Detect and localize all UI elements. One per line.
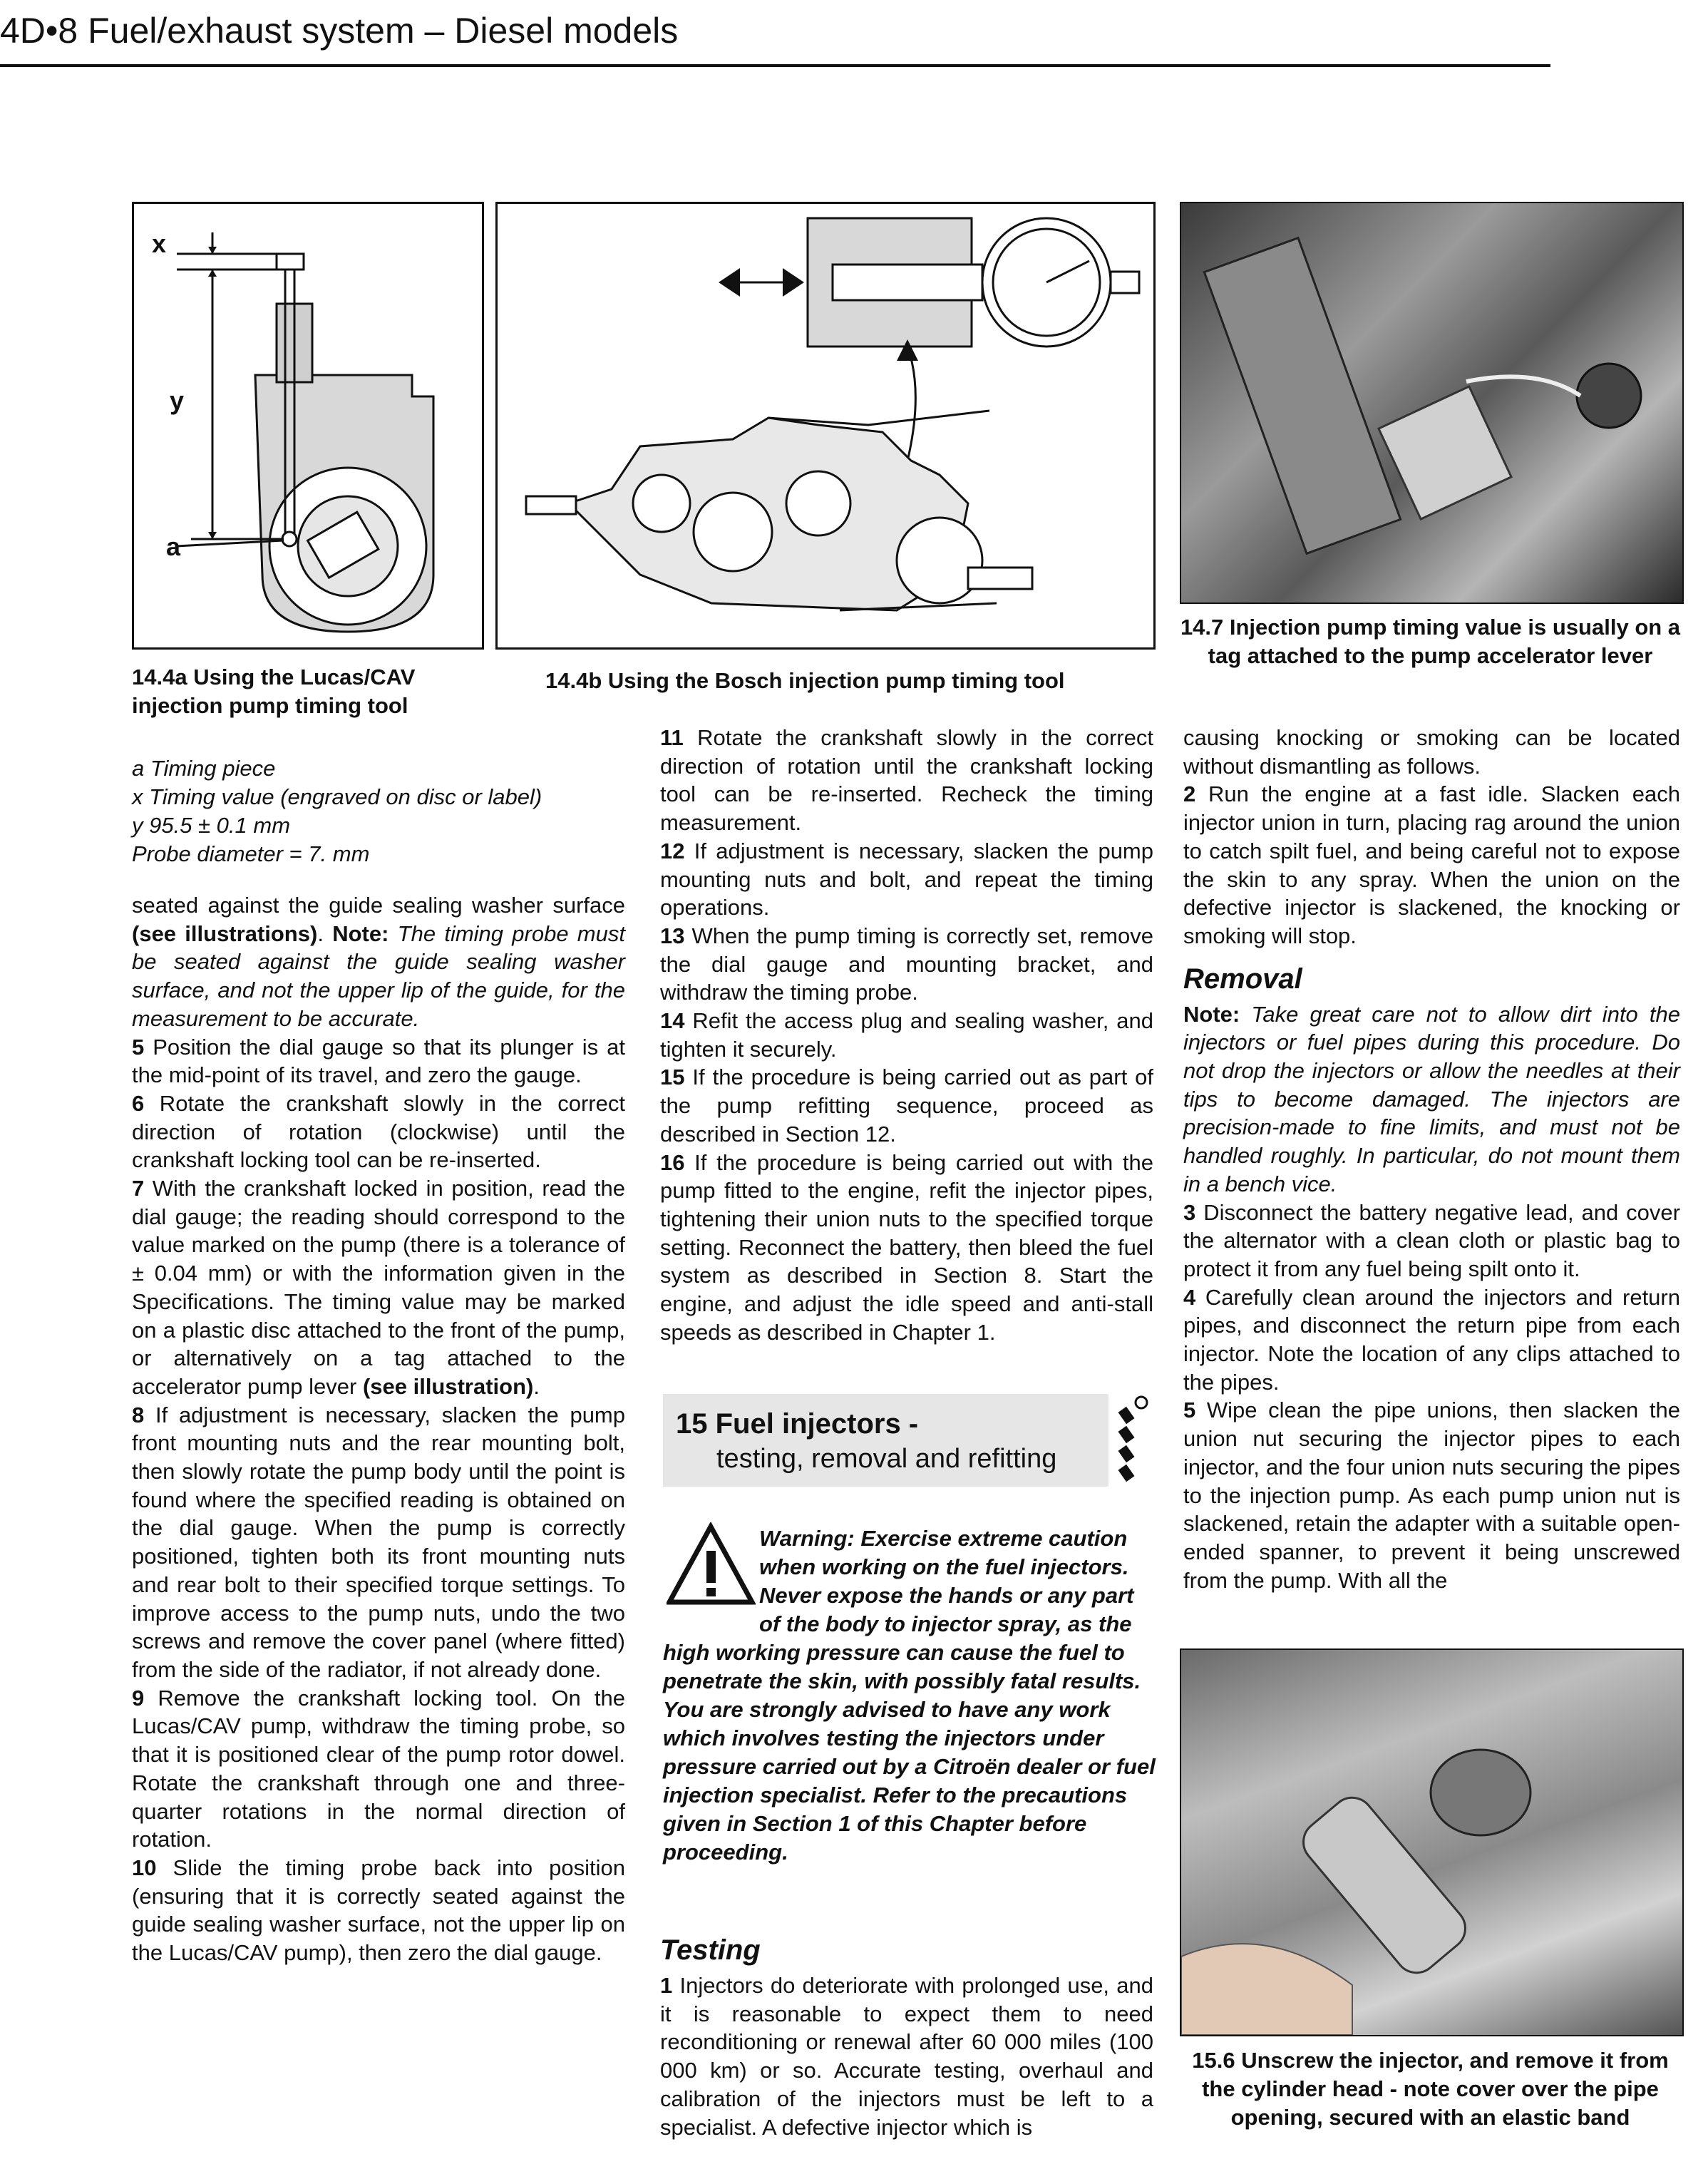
section-15-heading (663, 1394, 1108, 1487)
paragraph-6: 6 Rotate the crankshaft slowly in the correct direction of rotation (clockwise) until the crankshaft locking tool can be re-inserted. (132, 1090, 625, 1173)
legend-item: a Timing piece (132, 756, 276, 781)
removal-heading: Removal (1183, 963, 1302, 995)
paragraph-c4: 4 Carefully clean around the injectors and return pipes, and disconnect the return pipe from each injector. Note the location of any clips attached to the pipes. (1183, 1284, 1680, 1395)
bosch-timing-tool-diagram (498, 204, 1153, 647)
paragraph-10: 10 Slide the timing probe back into position (ensuring that it is correctly seated against the guide sealing washer surface, not the upper lip on the Lucas/CAV pump), then zero the dial gauge. (132, 1855, 625, 1966)
section-subtitle: testing, removal and refitting (716, 1444, 1057, 1474)
paragraph-c5: 5 Wipe clean the pipe unions, then slacken the union nut securing the injector pipes to each injector, and the four union nuts securing the pipes to the injection pump. As each pump union nut is slackened, retain the adapter with a suitable open-ended spanner, to prevent it being unscrewed from the pump. With all the (1183, 1398, 1680, 1593)
caption-14-7: 14.7 Injection pump timing value is usually on a tag attached to the pump accelerator lever (1180, 615, 1681, 668)
pump-lever-tag-image (1181, 203, 1682, 602)
caption-14-4a: 14.4a Using the Lucas/CAV injection pump timing tool (132, 665, 416, 718)
paragraph-c1: causing knocking or smoking can be located without dismantling as follows. (1183, 725, 1680, 779)
removal-note: Note: Take great care not to allow dirt into the injectors or fuel pipes during this procedure. Do not drop the injectors or allow the needles at their tips to become damaged. The injectors are precision-made to fine limits, and must not be handled roughly. In particular, do not mount them in a bench vice. (1183, 1001, 1680, 1196)
paragraph-12: 12 If adjustment is necessary, slacken the pump mounting nuts and bolt, and repeat the timing operations. (660, 838, 1153, 921)
page-title: 4D•8 Fuel/exhaust system – Diesel models (0, 11, 679, 51)
section-title (676, 1408, 918, 1440)
paragraph-c3: 3 Disconnect the battery negative lead, and cover the alternator with a clean cloth or plastic bag to protect it from any fuel being spilt onto it. (1183, 1199, 1680, 1281)
photo-15-6 (1180, 1648, 1684, 2036)
lucas-timing-tool-diagram (134, 204, 482, 647)
page-header (0, 0, 1550, 67)
figure-label-a: a (166, 532, 181, 561)
column-2 (660, 724, 1153, 1346)
caption-15-6: 15.6 Unscrew the injector, and remove it from the cylinder head - note cover over the pipe opening, secured with an elastic band (1192, 2048, 1669, 2130)
figure-14-4b (495, 202, 1156, 650)
figure-14-4a (132, 202, 484, 650)
paragraph-t1: 1 Injectors do deteriorate with prolonged use, and it is reasonable to expect them to need reconditioning or renewal after 60 000 miles (100 000 km) or so. Accurate testing, overhaul and calibration of the injectors must be left to a specialist. A defective injector which is (660, 1973, 1153, 2140)
paragraph-9: 9 Remove the crankshaft locking tool. On the Lucas/CAV pump, withdraw the timing probe, so that it is positioned clear of the pump rotor dowel. Rotate the crankshaft through one and three-quarter rotations in the normal direction of rotation. (132, 1685, 625, 1852)
paragraph-7: 7 With the crankshaft locked in position, read the dial gauge; the reading should correspond to the value marked on the pump (there is a tolerance of ± 0.04 mm) or with the information given in the Specifications. The timing value may be marked on a plastic disc attached to the front of the pump, or alternatively on a tag attached to the accelerator pump lever (see illustration). (132, 1176, 625, 1399)
caption-14-4b: 14.4b Using the Bosch injection pump timing tool (545, 668, 1065, 693)
paragraph-15: 15 If the procedure is being carried out as part of the pump refitting sequence, proceed as described in Section 12. (660, 1065, 1153, 1147)
figure-legend (132, 754, 631, 868)
paragraph-c2: 2 Run the engine at a fast idle. Slacken each injector union in turn, placing rag around the union to catch spilt fuel, and being careful not to expose the skin to any spray. When the union on the defective injector is slackened, the knocking or smoking will stop. (1183, 781, 1680, 948)
figure-label-x: x (152, 229, 167, 258)
column-1 (132, 891, 625, 1967)
testing-section (660, 1929, 1153, 2141)
section-title-text: Fuel injectors - (715, 1408, 919, 1440)
paragraph-5: 5 Position the dial gauge so that its plunger is at the mid-point of its travel, and zero the gauge. (132, 1034, 625, 1088)
paragraph-4-cont: seated against the guide sealing washer surface (see illustrations). Note: The timing probe must be seated against the guide sealing washer surface, and not the upper lip of the guide, for the measurement to be accurate. (132, 893, 625, 1031)
paragraph-11: 11 Rotate the crankshaft slowly in the correct direction of rotation until the crankshaft locking tool can be re-inserted. Recheck the timing measurement. (660, 725, 1153, 836)
legend-item: y 95.5 ± 0.1 mm (132, 813, 291, 838)
legend-item: x Timing value (engraved on disc or label) (132, 784, 542, 809)
column-3 (1183, 724, 1680, 1594)
warning-text: Warning: Exercise extreme caution when working on the fuel injectors. Never expose the hands or any part of the body to injector spray, as the high working pressure can cause the fuel to penetrate the skin, with possibly fatal results. You are strongly advised to have any work which involves testing the injectors under pressure carried out by a Citroën dealer or fuel injection specialist. Refer to the precautions given in Section 1 of this Chapter before proceeding. (663, 1526, 1156, 1865)
legend-item: Probe diameter = 7. mm (132, 841, 370, 866)
paragraph-16: 16 If the procedure is being carried out with the pump fitted to the engine, refit the injector pipes, tightening their union nuts to the specified torque setting. Reconnect the battery, then bleed the fuel system as described in Section 8. Start the engine, and adjust the idle speed and anti-stall speeds as described in Chapter 1. (660, 1149, 1153, 1345)
injector-removal-image (1181, 1650, 1682, 2035)
figure-label-y: y (170, 386, 185, 415)
photo-14-7 (1180, 202, 1684, 604)
testing-heading: Testing (660, 1934, 761, 1966)
paragraph-13: 13 When the pump timing is correctly set, remove the dial gauge and mounting bracket, and withdraw the timing probe. (660, 923, 1153, 1005)
spanner-rating-icon (1116, 1394, 1151, 1487)
section-number: 15 (676, 1408, 708, 1440)
paragraph-8: 8 If adjustment is necessary, slacken the pump front mounting nuts and the rear mounting bolt, then slowly rotate the pump body until the point is found where the specified reading is obtained on the dial gauge. When the pump is correctly positioned, tighten both its front mounting nuts and rear bolt to their specified torque settings. To improve access to the pump nuts, undo the two screws and remove the cover panel (where fitted) from the side of the radiator, if not already done. (132, 1402, 625, 1682)
paragraph-14: 14 Refit the access plug and sealing washer, and tighten it securely. (660, 1008, 1153, 1062)
